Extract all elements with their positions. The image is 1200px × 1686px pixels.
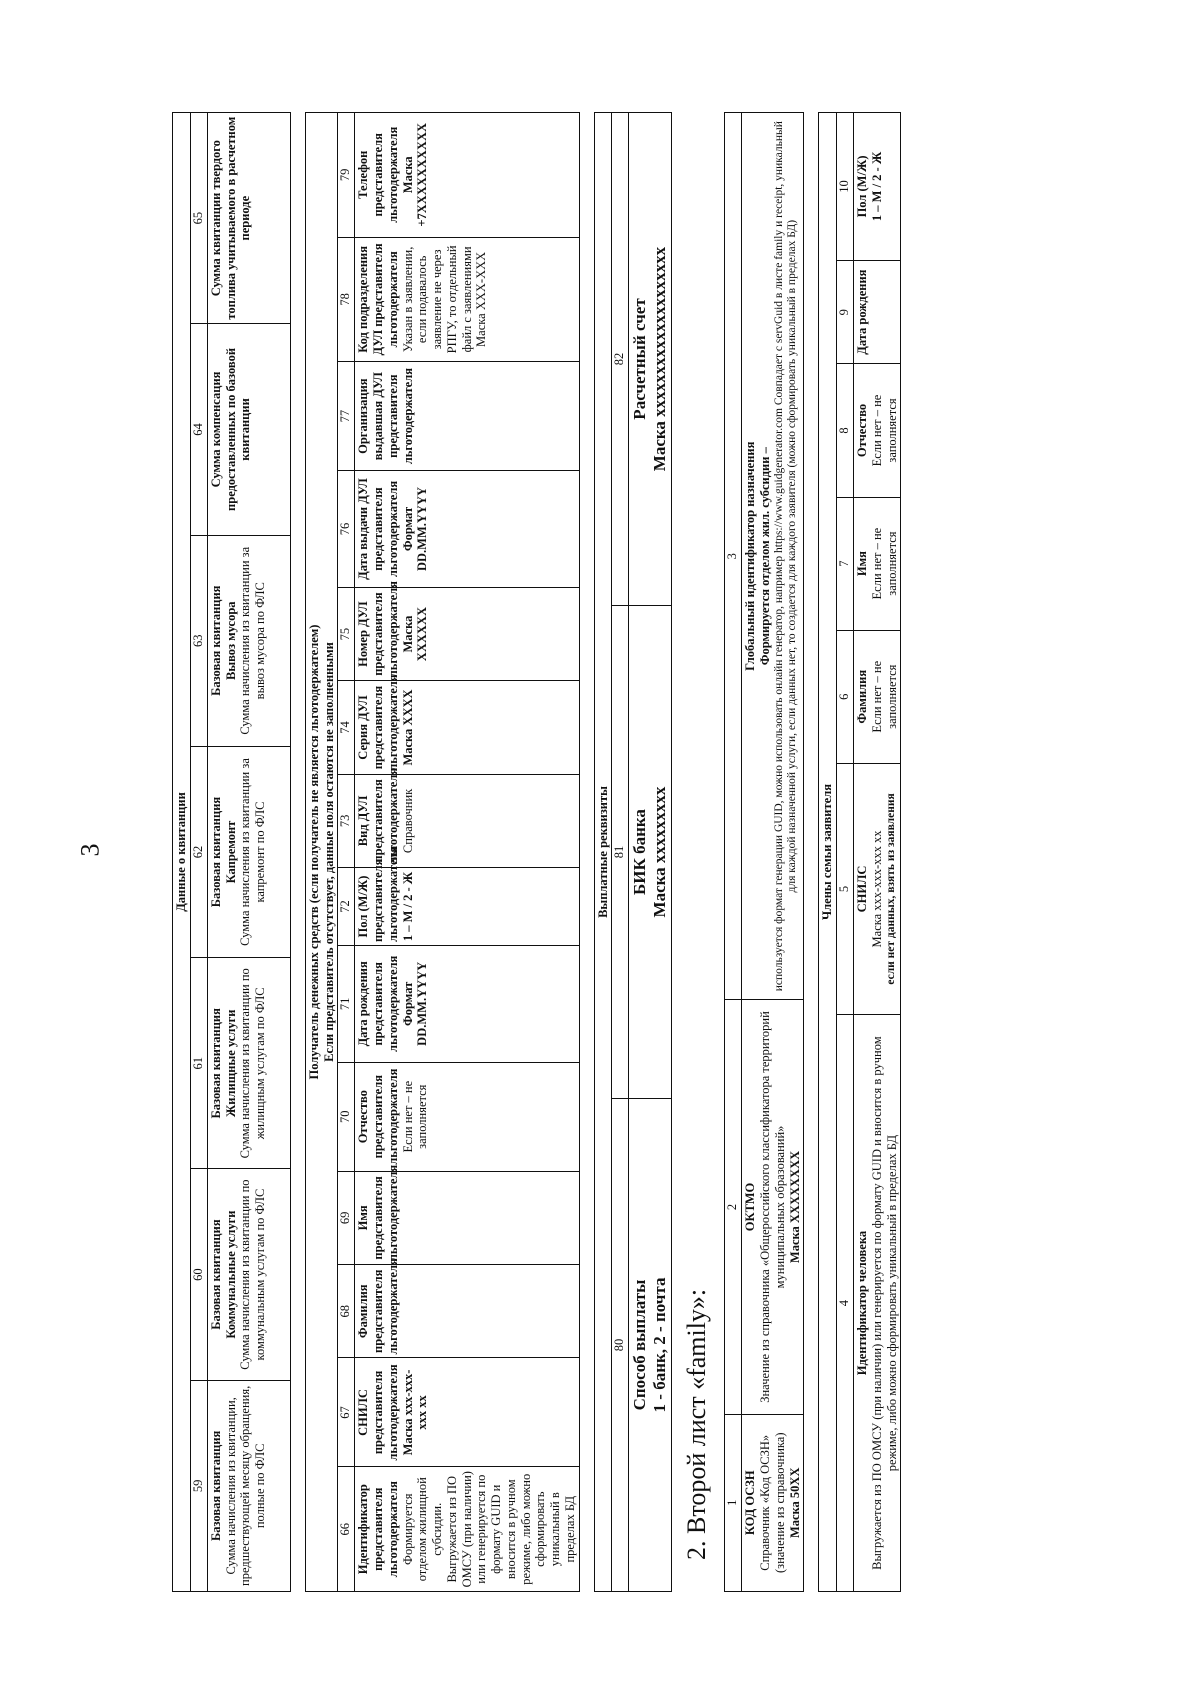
table-cell: Дата рождения [854, 260, 901, 364]
table-cell: Сумма компенсация предоставленных по базовой квитанции [207, 324, 290, 535]
column-number: 64 [190, 324, 207, 535]
table-cell: Серия ДУЛ представителя льготодержателя Маска XXXX [355, 681, 579, 774]
column-number: 78 [338, 237, 355, 362]
table-caption: Данные о квитанции [173, 113, 191, 1592]
column-number: 5 [837, 763, 854, 1014]
table-cell: СНИЛС представителя льготодержателя Маска xxx-xxx-xxx xx [355, 1358, 579, 1467]
table-cell: Имя Если нет – не заполняется [854, 497, 901, 630]
column-number: 2 [725, 1000, 742, 1414]
column-number: 3 [725, 113, 742, 1000]
table-cell: Базовая квитанция Коммунальные услуги Сумма начисления из квитанции по коммунальным услугам по ФЛС [207, 1169, 290, 1380]
page-number: 3 [75, 843, 105, 857]
table-cell: Отчество Если нет – не заполняется [854, 364, 901, 497]
table-cell: Дата рождения представителя льготодержателя Формат DD.MM.YYYY [355, 945, 579, 1062]
table-caption: Получатель денежных средств (если получатель не является льготодержателем) Если представитель отсутствует, данные поля остаются не заполненными [305, 113, 338, 1592]
table-cell: Базовая квитанция Сумма начисления из квитанции, предшествующей месяцу обращения, полные по ФЛС [207, 1380, 290, 1591]
rotated-content [172, 112, 1062, 1592]
column-number: 68 [338, 1265, 355, 1358]
table-cell: БИК банка Маска xxxxxxxxx [629, 606, 672, 1099]
table-cell: Номер ДУЛ представителя льготодержателя Маска XXXXXX [355, 587, 579, 680]
table-cell: Организация выдавшая ДУЛ представителя льготодержателя [355, 362, 579, 471]
table-cell: СНИЛС Маска xxx-xxx-xxx xx если нет данных, взять из заявления [854, 763, 901, 1014]
table-cell: Способ выплаты 1 - банк, 2 - почта [629, 1099, 672, 1592]
table-cell: Фамилия Если нет – не заполняется [854, 630, 901, 763]
recipient-table [305, 112, 580, 1592]
table-cell: КОД ОСЗН Справочник «Код ОСЗН» (значение из справочника) Маска 50XX [742, 1414, 804, 1591]
column-number: 61 [190, 958, 207, 1169]
table-cell: ОКТМО Значение из справочника «Общероссийского классификатора территорий муниципальных образований» Маска XXXXXXXX [742, 1000, 804, 1414]
column-number: 75 [338, 587, 355, 680]
payment-table [594, 112, 673, 1592]
table-cell: Пол (М/Ж) представителя льготодержателя 1 – М / 2 - Ж [355, 868, 579, 946]
column-number: 70 [338, 1062, 355, 1171]
column-number: 79 [338, 113, 355, 238]
column-number: 8 [837, 364, 854, 497]
column-number: 66 [338, 1467, 355, 1592]
table-cell: Идентификатор человека Выгружается из ПО ОМСУ (при наличии) или генерируется по формату GUID и вносится в ручном режиме, либо можно сформировать уникальный в пределах БД [854, 1015, 901, 1592]
table-cell: Сумма квитанции твердого топлива учитываемого в расчетном периоде [207, 113, 290, 324]
column-number: 72 [338, 868, 355, 946]
table-cell: Вид ДУЛ представителя льготодержателя Справочник [355, 774, 579, 867]
table-cell: Базовая квитанция Капремонт Сумма начисления из квитанции за капремонт по ФЛС [207, 746, 290, 957]
table-caption: Члены семьи заявителя [819, 113, 837, 1592]
table-cell: Базовая квитанция Вывоз мусора Сумма начисления из квитанции за вывоз мусора по ФЛС [207, 535, 290, 746]
table-cell: Расчетный счет Маска xxxxxxxxxxxxxxxxxxxx [629, 113, 672, 606]
column-number: 65 [190, 113, 207, 324]
column-number: 77 [338, 362, 355, 471]
column-number: 71 [338, 945, 355, 1062]
column-number: 63 [190, 535, 207, 746]
table-cell: Базовая квитанция Жилищные услуги Сумма начисления из квитанции по жилищным услугам по ФЛС [207, 958, 290, 1169]
column-number: 76 [338, 471, 355, 588]
column-number: 67 [338, 1358, 355, 1467]
family-table [724, 112, 804, 1592]
column-number: 81 [612, 606, 629, 1099]
receipt-table [172, 112, 291, 1592]
column-number: 10 [837, 113, 854, 261]
column-number: 62 [190, 746, 207, 957]
table-cell: Телефон представителя льготодержателя Маска +7XXXXXXXXXX [355, 113, 579, 238]
table-cell: Фамилия представителя льготодержателя [355, 1265, 579, 1358]
column-number: 60 [190, 1169, 207, 1380]
section-heading: 2. Второй лист «family»: [682, 1288, 712, 1560]
column-number: 74 [338, 681, 355, 774]
members-table [818, 112, 901, 1592]
table-cell: Имя представителя льготодержателя [355, 1171, 579, 1264]
column-number: 6 [837, 630, 854, 763]
table-cell: Глобальный идентификатор назначения Формируется отделом жил. субсидии – используется формат генерации GUID, можно использовать онлайн генератор, например https://www.guidgenerator.com Совпадает с servGuid в листе family и receipt, уникальный для каждой назначенной услуги, если данных нет, то создается для каждого заявителя (можно сформировать уникальный в пределах БД) [742, 113, 804, 1000]
column-number: 9 [837, 260, 854, 364]
column-number: 82 [612, 113, 629, 606]
column-number: 4 [837, 1015, 854, 1592]
column-number: 1 [725, 1414, 742, 1591]
column-number: 80 [612, 1099, 629, 1592]
table-cell: Пол (М/Ж) 1 – М / 2 - Ж [854, 113, 901, 261]
column-number: 59 [190, 1380, 207, 1591]
table-cell: Идентификатор представителя льготодержателя Формируется отделом жилищной субсидии. Выгружается из ПО ОМСУ (при наличии) или генерируется по формату GUID и вносится в ручном режиме, либо можно сформировать уникальный в пределах БД [355, 1467, 579, 1592]
column-number: 73 [338, 774, 355, 867]
table-cell: Дата выдачи ДУЛ представителя льготодержателя Формат DD.MM.YYYY [355, 471, 579, 588]
column-number: 7 [837, 497, 854, 630]
table-cell: Код подразделения ДУЛ представителя льготодержателя Указан в заявлении, если подавалось заявление не через РПГУ, то отдельный файл с заявлениями Маска XXX-XXX [355, 237, 579, 362]
column-number: 69 [338, 1171, 355, 1264]
table-cell: Отчество представителя льготодержателя Если нет – не заполняется [355, 1062, 579, 1171]
table-caption: Выплатные реквизиты [594, 113, 612, 1592]
